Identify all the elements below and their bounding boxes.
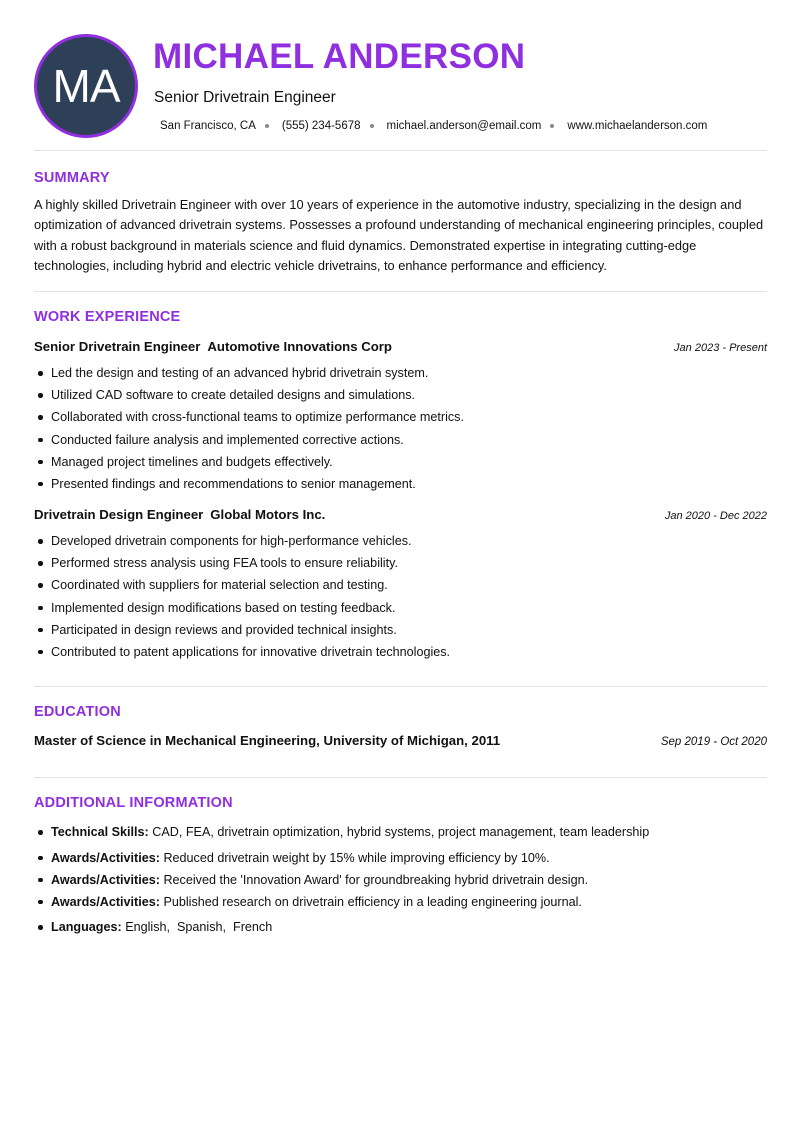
- info-text: CAD, FEA, drivetrain optimization, hybrid systems, project management, team leadership: [152, 825, 650, 839]
- divider: [34, 777, 767, 778]
- contact-location: San Francisco, CA: [160, 120, 256, 132]
- info-text: Reduced drivetrain weight by 15% while improving efficiency by 10%.: [163, 850, 550, 865]
- summary-text: A highly skilled Drivetrain Engineer with over 10 years of experience in the automotive industry, specializing in the design and optimization of advanced drivetrain systems. Possesses a profound understanding of mechanical engineering principles, coupled with a robust background in materials science and fluid dynamics. Demonstrated expertise in integrating cutting-edge technologies, including hybrid and electric vehicle drivetrains, to enhance performance and efficiency.: [34, 197, 764, 273]
- info-text: Received the 'Innovation Award' for groundbreaking hybrid drivetrain design.: [163, 872, 589, 887]
- education-heading: EDUCATION: [34, 704, 121, 720]
- job-role-company: [34, 506, 325, 524]
- job-header: [34, 506, 767, 524]
- list-item: Coordinated with suppliers for material selection and testing.: [51, 577, 450, 599]
- separator-dot-icon: [550, 124, 554, 128]
- separator-dot-icon: [265, 124, 269, 128]
- education-entry: [34, 733, 767, 748]
- list-item: Collaborated with cross-functional teams to optimize performance metrics.: [51, 409, 464, 431]
- list-item: [51, 872, 649, 894]
- info-text: Published research on drivetrain efficiency in a leading engineering journal.: [163, 894, 582, 909]
- list-item: [51, 850, 649, 872]
- contact-phone: (555) 234-5678: [281, 120, 361, 132]
- contact-website[interactable]: www.michaelanderson.com: [567, 120, 708, 132]
- job-title: Senior Drivetrain Engineer: [154, 89, 336, 106]
- job-company: Automotive Innovations Corp: [207, 339, 392, 354]
- divider: [34, 686, 767, 687]
- list-item: [51, 894, 649, 920]
- list-item: Presented findings and recommendations to senior management.: [51, 476, 464, 498]
- job-role: Senior Drivetrain Engineer: [34, 339, 201, 354]
- education-dates: Sep 2019 - Oct 2020: [660, 736, 767, 748]
- list-item: Participated in design reviews and provided technical insights.: [51, 622, 450, 644]
- avatar: [34, 34, 138, 138]
- list-item: Implemented design modifications based on testing feedback.: [51, 600, 450, 622]
- summary-heading: SUMMARY: [34, 170, 110, 186]
- candidate-name: MICHAEL ANDERSON: [153, 37, 526, 76]
- job-bullets: [51, 365, 464, 498]
- contact-email[interactable]: michael.anderson@email.com: [386, 120, 542, 132]
- education-degree: Master of Science in Mechanical Engineering, University of Michigan, 2011: [34, 733, 501, 748]
- info-label: Awards/Activities:: [51, 894, 160, 909]
- list-item: Contributed to patent applications for innovative drivetrain technologies.: [51, 644, 450, 666]
- list-item: Developed drivetrain components for high-performance vehicles.: [51, 533, 450, 555]
- contact-info: [160, 120, 707, 132]
- info-text: English, Spanish, French: [125, 920, 273, 935]
- list-item: Led the design and testing of an advanced hybrid drivetrain system.: [51, 365, 464, 387]
- work-experience-heading: WORK EXPERIENCE: [34, 309, 181, 325]
- job-dates: Jan 2023 - Present: [674, 342, 767, 354]
- list-item: [51, 824, 649, 850]
- additional-info-list: [51, 824, 649, 942]
- list-item: Performed stress analysis using FEA tools to ensure reliability.: [51, 555, 450, 577]
- job-header: [34, 338, 767, 356]
- list-item: Utilized CAD software to create detailed designs and simulations.: [51, 387, 464, 409]
- separator-dot-icon: [370, 124, 374, 128]
- additional-info-heading: ADDITIONAL INFORMATION: [34, 795, 233, 811]
- list-item: Managed project timelines and budgets effectively.: [51, 454, 464, 476]
- list-item: [51, 919, 649, 941]
- job-role: Drivetrain Design Engineer: [34, 507, 204, 522]
- divider: [34, 150, 767, 151]
- job-bullets: [51, 533, 450, 666]
- info-label: Awards/Activities:: [51, 850, 160, 865]
- divider: [34, 291, 767, 292]
- info-label: Awards/Activities:: [51, 872, 160, 887]
- job-dates: Jan 2020 - Dec 2022: [664, 510, 767, 522]
- job-company: Global Motors Inc.: [210, 507, 326, 522]
- avatar-initials: MA: [52, 60, 120, 112]
- list-item: Conducted failure analysis and implemented corrective actions.: [51, 432, 464, 454]
- job-role-company: [34, 338, 392, 356]
- info-label: Technical Skills:: [51, 825, 149, 839]
- info-label: Languages:: [51, 920, 122, 935]
